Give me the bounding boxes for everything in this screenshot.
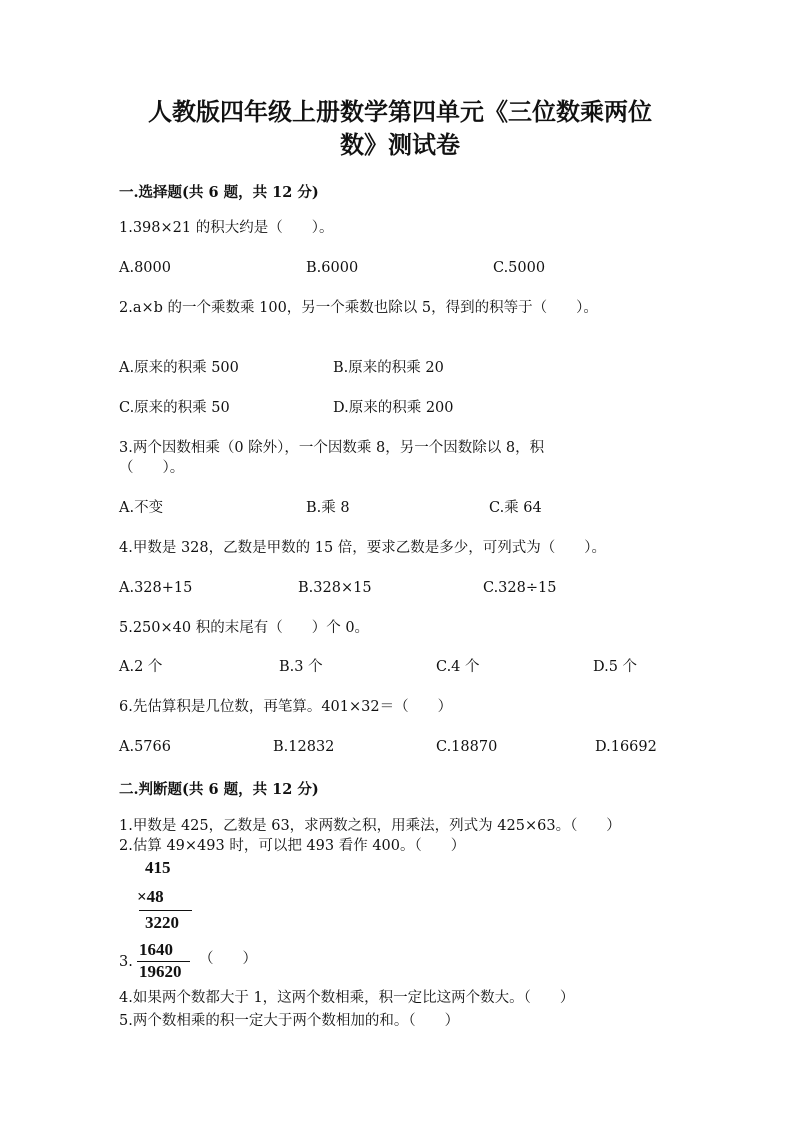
question-2: 2.a×b 的一个乘数乘 100，另一个乘数也除以 5，得到的积等于（ ）。 (119, 300, 598, 316)
q6-option-d: D.16692 (595, 739, 657, 755)
title-line-1: 人教版四年级上册数学第四单元《三位数乘两位 (148, 97, 652, 126)
q5-option-b: B.3 个 (279, 659, 323, 675)
judge-item-3-prefix: 3. (119, 954, 133, 970)
calc-multiplier: ×48 (137, 887, 164, 906)
q6-option-a: A.5766 (119, 739, 171, 755)
section-heading-choice: 一.选择题(共 6 题，共 12 分) (119, 184, 319, 201)
question-6: 6.先估算积是几位数，再笔算。401×32＝（ ） (119, 699, 453, 715)
question-4: 4.甲数是 328，乙数是甲数的 15 倍，要求乙数是多少，可列式为（ ）。 (119, 540, 607, 556)
question-1: 1.398×21 的积大约是（ ）。 (119, 220, 334, 236)
q2-option-d: D.原来的积乘 200 (333, 400, 454, 416)
calc-product: 19620 (139, 962, 182, 981)
q2-option-a: A.原来的积乘 500 (119, 360, 239, 376)
q1-option-c: C.5000 (493, 260, 546, 276)
calc-multiplicand: 415 (145, 858, 171, 877)
judge-item-1: 1.甲数是 425，乙数是 63，求两数之积，用乘法，列式为 425×63。（ ） (119, 818, 621, 834)
calc-rule-1 (139, 910, 192, 911)
judge-item-5: 5.两个数相乘的积一定大于两个数相加的和。（ ） (119, 1013, 460, 1029)
section-heading-judge: 二.判断题(共 6 题，共 12 分) (119, 781, 319, 798)
judge-item-3-blank: （ ） (199, 951, 257, 967)
q4-option-b: B.328×15 (298, 580, 372, 596)
q1-option-a: A.8000 (119, 260, 171, 276)
q1-option-b: B.6000 (306, 260, 359, 276)
calc-partial-1: 3220 (145, 913, 179, 932)
question-5: 5.250×40 积的末尾有（ ）个 0。 (119, 620, 370, 636)
q3-option-b: B.乘 8 (306, 500, 350, 516)
question-3: 3.两个因数相乘（0 除外），一个因数乘 8，另一个因数除以 8，积 (119, 440, 545, 456)
q6-option-b: B.12832 (273, 739, 335, 755)
judge-item-4: 4.如果两个数都大于 1，这两个数相乘，积一定比这两个数大。（ ） (119, 990, 575, 1006)
title-line-2: 数》测试卷 (340, 130, 460, 159)
q2-option-c: C.原来的积乘 50 (119, 400, 230, 416)
judge-item-2: 2.估算 49×493 时，可以把 493 看作 400。（ ） (119, 838, 466, 854)
q4-option-a: A.328+15 (119, 580, 193, 596)
q3-option-c: C.乘 64 (489, 500, 542, 516)
question-3-cont: （ ）。 (119, 460, 185, 476)
q6-option-c: C.18870 (436, 739, 498, 755)
q5-option-d: D.5 个 (593, 659, 638, 675)
q5-option-c: C.4 个 (436, 659, 480, 675)
q3-option-a: A.不变 (119, 500, 164, 516)
q5-option-a: A.2 个 (119, 659, 163, 675)
q2-option-b: B.原来的积乘 20 (333, 360, 444, 376)
calc-partial-2: 1640 (139, 940, 173, 959)
q4-option-c: C.328÷15 (483, 580, 557, 596)
